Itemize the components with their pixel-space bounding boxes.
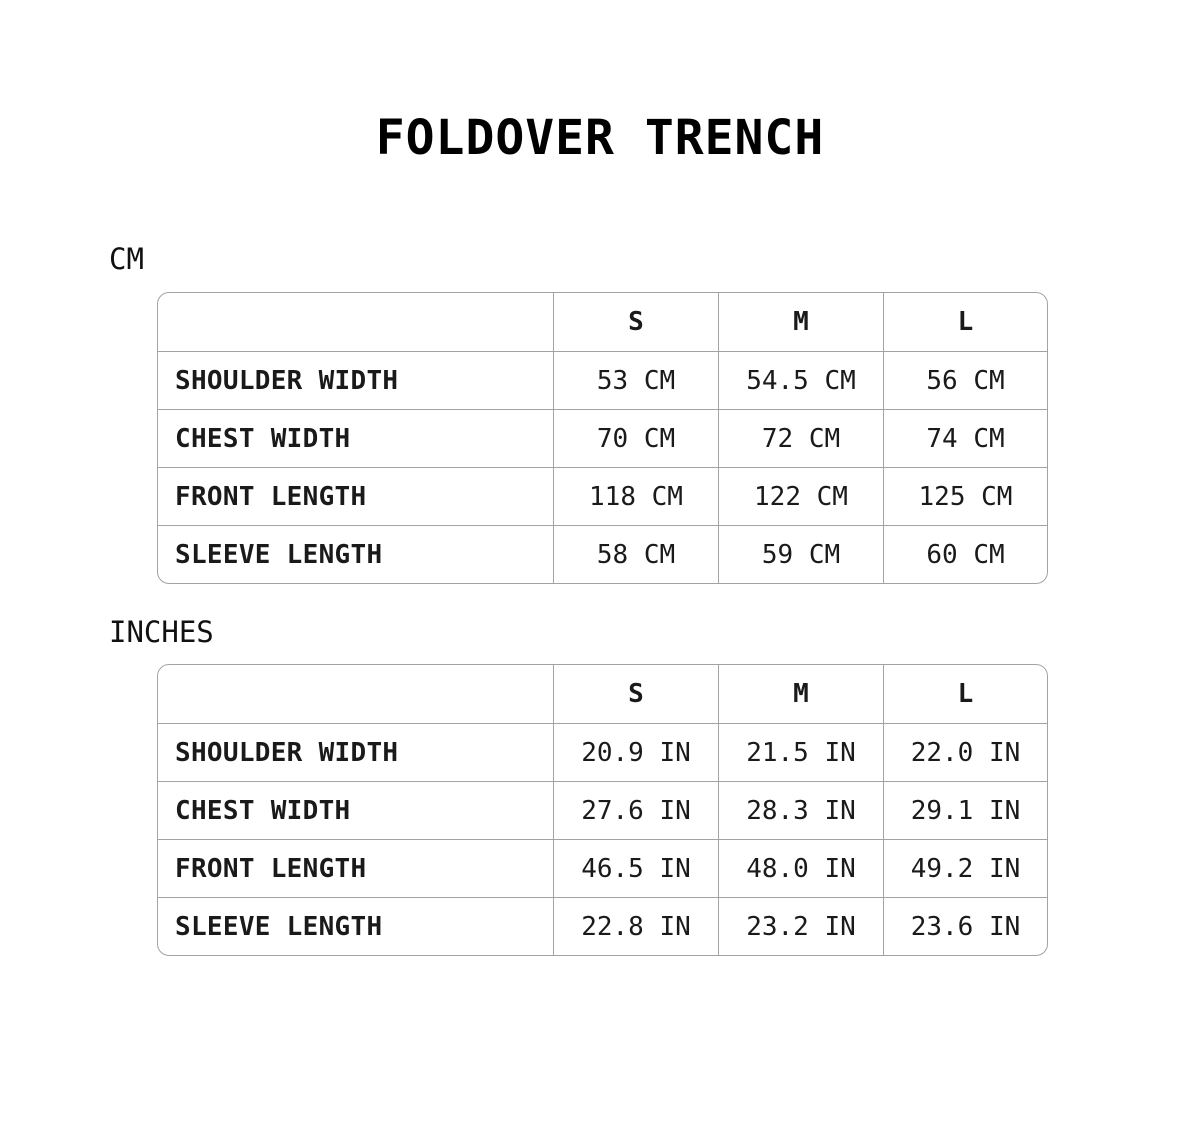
table-row	[158, 781, 1047, 839]
measurement-name: FRONT LENGTH	[175, 481, 367, 512]
measurement-name: SLEEVE LENGTH	[175, 911, 383, 942]
measurement-name: SHOULDER WIDTH	[175, 365, 399, 396]
measurement-value: 74 CM	[883, 410, 1047, 467]
measurement-value: 49.2 IN	[883, 840, 1047, 897]
cm-size-table	[157, 292, 1048, 584]
measurement-value: 118 CM	[553, 468, 718, 525]
table-row	[158, 723, 1047, 781]
measurement-value: 56 CM	[883, 352, 1047, 409]
page-title: FOLDOVER TRENCH	[375, 110, 825, 166]
measurement-value: 122 CM	[718, 468, 883, 525]
measurement-value: 59 CM	[718, 526, 883, 583]
measurement-value: 20.9 IN	[553, 724, 718, 781]
size-header-s: S	[553, 293, 718, 351]
measurement-name: SLEEVE LENGTH	[175, 539, 383, 570]
table-row	[158, 525, 1047, 583]
measurement-value: 54.5 CM	[718, 352, 883, 409]
measurement-value: 60 CM	[883, 526, 1047, 583]
measurement-value: 53 CM	[553, 352, 718, 409]
measurement-name: SHOULDER WIDTH	[175, 737, 399, 768]
size-header-l: L	[883, 665, 1047, 723]
measurement-value: 125 CM	[883, 468, 1047, 525]
header-empty-cell	[158, 293, 553, 351]
measurement-name: CHEST WIDTH	[175, 423, 351, 454]
measurement-value: 22.8 IN	[553, 898, 718, 955]
size-header-m: M	[718, 293, 883, 351]
table-header-row	[158, 293, 1047, 351]
measurement-value: 70 CM	[553, 410, 718, 467]
table-row	[158, 839, 1047, 897]
measurement-value: 22.0 IN	[883, 724, 1047, 781]
table-row	[158, 351, 1047, 409]
measurement-value: 27.6 IN	[553, 782, 718, 839]
measurement-value: 23.6 IN	[883, 898, 1047, 955]
size-header-s: S	[553, 665, 718, 723]
measurement-value: 21.5 IN	[718, 724, 883, 781]
measurement-value: 28.3 IN	[718, 782, 883, 839]
measurement-value: 48.0 IN	[718, 840, 883, 897]
measurement-value: 29.1 IN	[883, 782, 1047, 839]
cm-section-label: CM	[109, 242, 144, 276]
measurement-name: CHEST WIDTH	[175, 795, 351, 826]
inches-section-label: INCHES	[109, 615, 214, 649]
measurement-value: 46.5 IN	[553, 840, 718, 897]
measurement-value: 72 CM	[718, 410, 883, 467]
measurement-name: FRONT LENGTH	[175, 853, 367, 884]
size-header-l: L	[883, 293, 1047, 351]
size-header-m: M	[718, 665, 883, 723]
table-header-row	[158, 665, 1047, 723]
header-empty-cell	[158, 665, 553, 723]
table-row	[158, 467, 1047, 525]
measurement-value: 58 CM	[553, 526, 718, 583]
measurement-value: 23.2 IN	[718, 898, 883, 955]
inches-size-table	[157, 664, 1048, 956]
table-row	[158, 409, 1047, 467]
table-row	[158, 897, 1047, 955]
